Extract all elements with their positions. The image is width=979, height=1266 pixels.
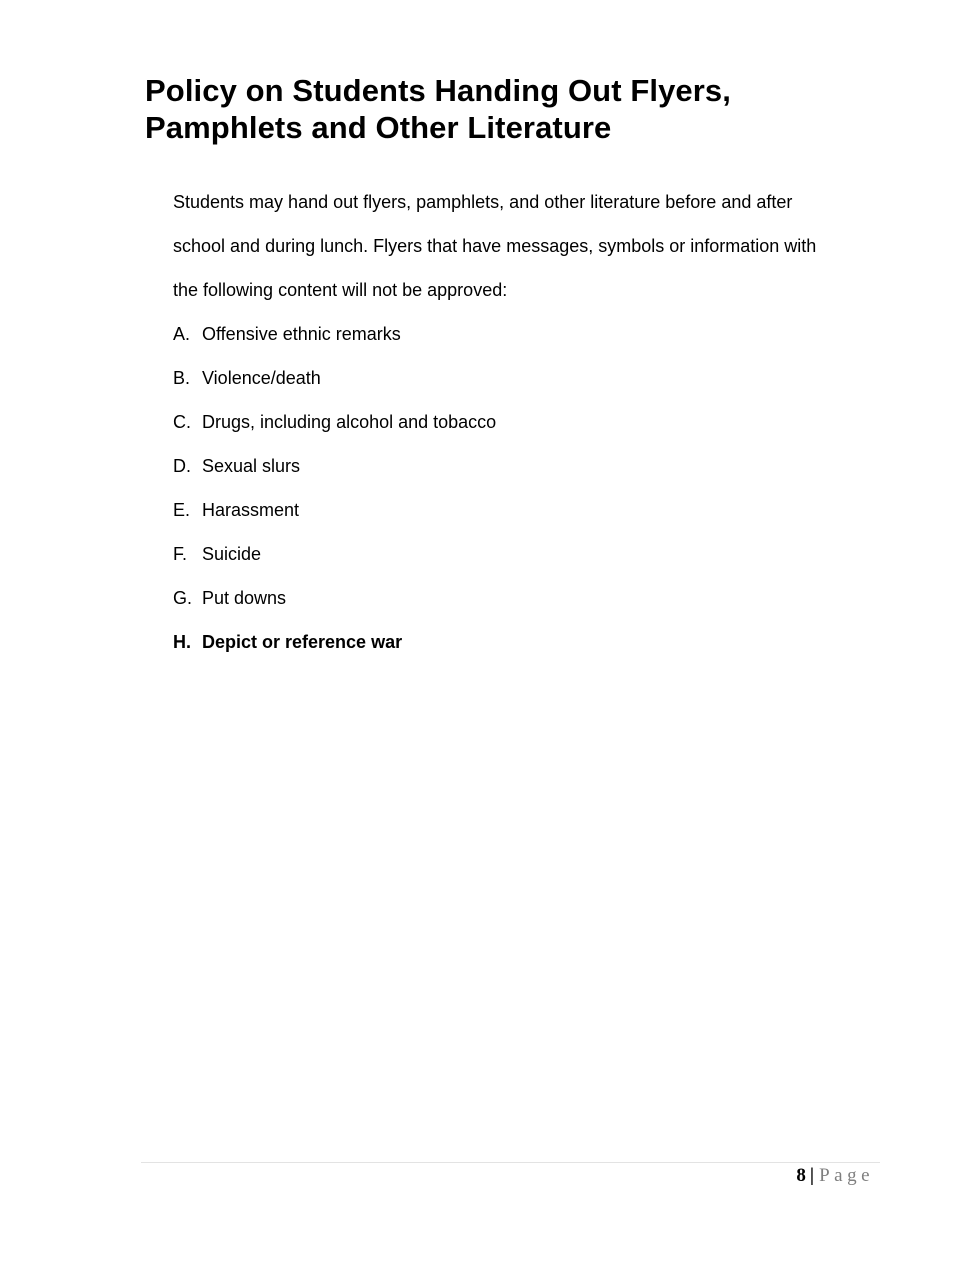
list-item-text: Sexual slurs xyxy=(202,456,301,476)
list-item-text: Suicide xyxy=(202,544,262,564)
list-item xyxy=(173,400,496,444)
page-label: Page xyxy=(819,1165,874,1186)
list-item-text: Harassment xyxy=(202,500,300,520)
intro-line: Students may hand out flyers, pamphlets, and other literature before and after xyxy=(173,192,793,212)
list-item-marker: B. xyxy=(173,368,191,388)
list-item-text: Drugs, including alcohol and tobacco xyxy=(202,412,497,432)
list-item xyxy=(173,576,496,620)
list-item-text: Put downs xyxy=(202,588,287,608)
list-item-marker: A. xyxy=(173,324,191,344)
page-title xyxy=(145,72,905,146)
footer-separator: | xyxy=(809,1165,815,1186)
list-item xyxy=(173,444,496,488)
list-item-marker: F. xyxy=(173,544,188,564)
list-item-marker: G. xyxy=(173,588,193,608)
list-item-text: Depict or reference war xyxy=(202,632,403,652)
list-item-marker: C. xyxy=(173,412,191,432)
footer-divider xyxy=(141,1162,880,1163)
list-item-marker: E. xyxy=(173,500,191,520)
intro-line: school and during lunch. Flyers that have messages, symbols or information with xyxy=(173,236,817,256)
intro-line: the following content will not be approved: xyxy=(173,280,508,300)
list-item xyxy=(173,488,496,532)
list-item-marker: H. xyxy=(173,632,191,652)
prohibited-content-list xyxy=(173,312,496,664)
list-item xyxy=(173,532,496,576)
list-item xyxy=(173,312,496,356)
list-item-marker: D. xyxy=(173,456,191,476)
list-item-text: Offensive ethnic remarks xyxy=(202,324,401,344)
page-number: 8 xyxy=(796,1165,806,1186)
intro-paragraph xyxy=(173,180,893,312)
list-item xyxy=(173,620,496,664)
list-item-text: Violence/death xyxy=(202,368,321,388)
title-line-2: Pamphlets and Other Literature xyxy=(145,110,612,145)
title-line-1: Policy on Students Handing Out Flyers, xyxy=(145,73,731,108)
list-item xyxy=(173,356,496,400)
page-footer xyxy=(796,1163,874,1189)
